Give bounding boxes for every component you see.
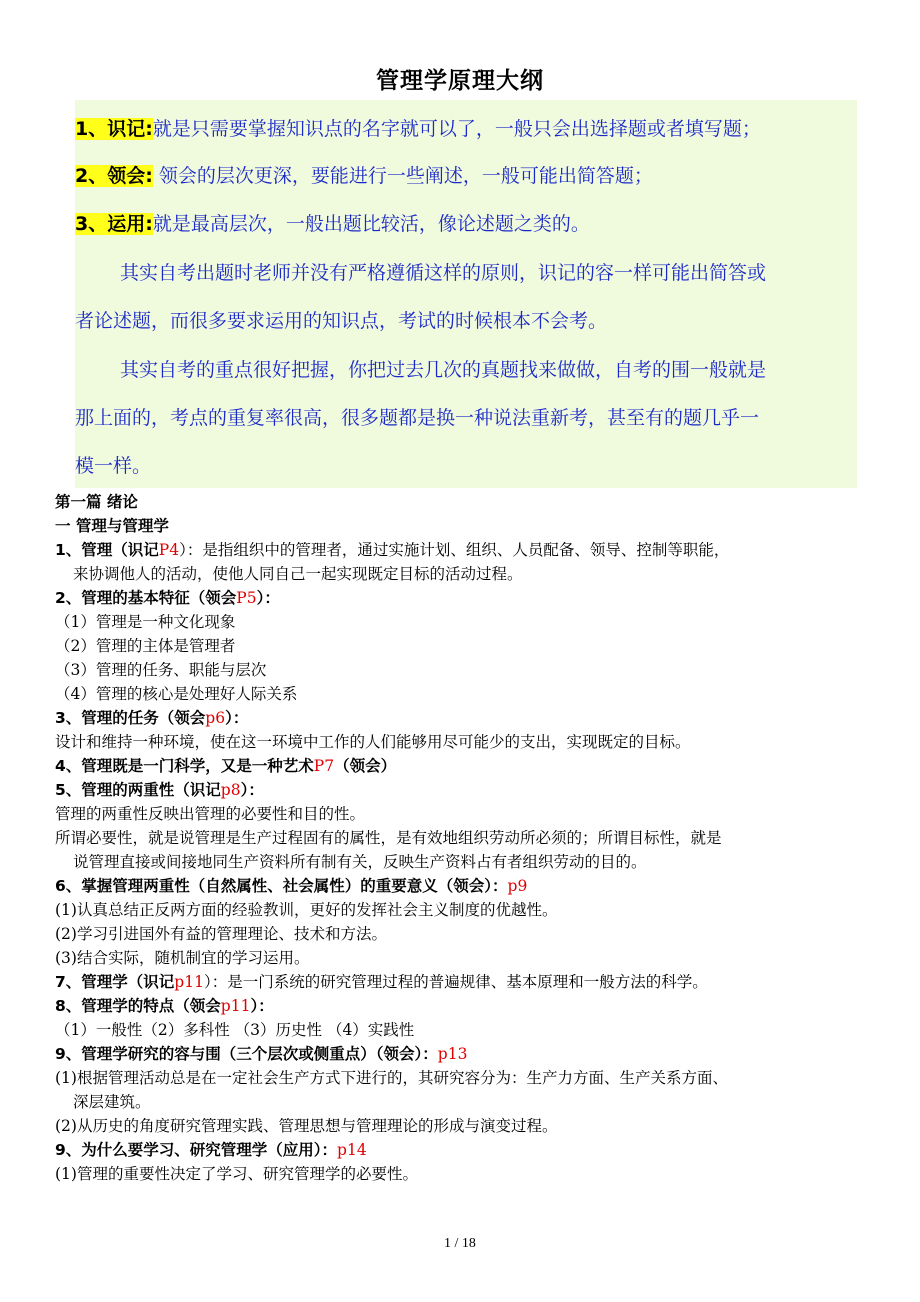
part-heading: 第一篇 绪论 [55, 493, 138, 511]
item-8-head: 8、管理学的特点（领会 [55, 997, 221, 1015]
intro-label-1: 1、识记: [75, 118, 153, 140]
item-2-b: （2）管理的主体是管理者 [55, 637, 236, 655]
intro-line-1 [75, 113, 761, 145]
item-2-c: （3）管理的任务、职能与层次 [55, 661, 267, 679]
item-9-a: (1)根据管理活动总是在一定社会生产方式下进行的，其研究容分为：生产力方面、生产关系方面、 [55, 1069, 728, 1087]
intro-para-1b: 者论述题，而很多要求运用的知识点，考试的时候根本不会考。 [75, 310, 608, 332]
item-1-head: 1、管理（识记 [55, 541, 159, 559]
chapter-heading: 一 管理与管理学 [55, 517, 169, 535]
intro-label-3: 3、运用: [75, 213, 153, 235]
intro-line-2 [75, 160, 653, 192]
item-1-cont: 来协调他人的活动，使他人同自己一起实现既定目标的活动过程。 [73, 565, 523, 583]
page-title: 管理学原理大纲 [376, 68, 544, 94]
item-8-ref: p11 [220, 997, 251, 1015]
intro-label-2: 2、领会: [75, 165, 153, 187]
item-6-a: (1)认真总结正反两方面的经验教训，更好的发挥社会主义制度的优越性。 [55, 901, 558, 919]
intro-text-1: 就是只需要掌握知识点的名字就可以了，一般只会出选择题或者填写题； [152, 118, 761, 140]
intro-text-3: 就是最高层次，一般出题比较活，像论述题之类的。 [152, 213, 590, 235]
item-6-b: (2)学习引进国外有益的管理理论、技术和方法。 [55, 925, 387, 943]
item-5-a: 管理的两重性反映出管理的必要性和目的性。 [55, 805, 366, 823]
item-6-ref: p9 [507, 877, 528, 895]
item-3-head: 3、管理的任务（领会 [55, 709, 206, 727]
item-10-head: 9、为什么要学习、研究管理学（应用）： [55, 1141, 338, 1159]
item-7-ref: p11 [174, 973, 204, 991]
item-3-tail: ）： [225, 709, 249, 727]
item-9-b: (2)从历史的角度研究管理实践、管理思想与管理理论的形成与演变过程。 [55, 1117, 558, 1135]
item-9-head: 9、管理学研究的容与围（三个层次或侧重点）（领会）： [55, 1045, 438, 1063]
item-8 [55, 994, 274, 1018]
item-3-text: 设计和维持一种环境，使在这一环境中工作的人们能够用尽可能少的支出，实现既定的目标。 [55, 733, 691, 751]
item-8-text: （1）一般性（2）多科性 （3）历史性 （4）实践性 [55, 1021, 415, 1039]
item-1 [55, 538, 729, 562]
item-8-tail: ）： [250, 997, 274, 1015]
item-3 [55, 706, 248, 730]
item-5-head: 5、管理的两重性（识记 [55, 781, 221, 799]
item-2-tail: ）： [256, 589, 280, 607]
intro-para-2b: 那上面的，考点的重复率很高，很多题都是换一种说法重新考，甚至有的题几乎一 [75, 407, 760, 429]
item-9-a2: 深层建筑。 [73, 1093, 151, 1111]
item-2 [55, 586, 280, 610]
item-9-ref: p13 [437, 1045, 468, 1063]
item-10-ref: p14 [337, 1141, 367, 1159]
item-5-ref: p8 [220, 781, 241, 799]
intro-para-2a: 其实自考的重点很好把握，你把过去几次的真题找来做做，自考的围一般就是 [120, 359, 767, 381]
item-5-tail: ）： [240, 781, 264, 799]
item-3-ref: p6 [205, 709, 226, 727]
item-4-head: 4、管理既是一门科学，又是一种艺术 [55, 757, 314, 775]
item-10-a: (1)管理的重要性决定了学习、研究管理学的必要性。 [55, 1165, 418, 1183]
item-7-head: 7、管理学（识记 [55, 973, 175, 991]
item-6-c: (3)结合实际，随机制宜的学习运用。 [55, 949, 310, 967]
item-5-b: 所谓必要性，就是说管理是生产过程固有的属性，是有效地组织劳动所必须的；所谓目标性，就是 [55, 829, 722, 847]
item-2-head: 2、管理的基本特征（领会 [55, 589, 237, 607]
item-2-ref: P5 [236, 589, 257, 607]
item-10 [55, 1138, 367, 1162]
item-1-ref: P4 [158, 541, 180, 559]
intro-highlight-box [75, 100, 857, 488]
item-9 [55, 1042, 467, 1066]
item-2-d: （4）管理的核心是处理好人际关系 [55, 685, 298, 703]
item-7-text: ）：是一门系统的研究管理过程的普遍规律、基本原理和一般方法的科学。 [203, 973, 708, 991]
item-1-text: ）：是指组织中的管理者，通过实施计划、组织、人员配备、领导、控制等职能， [179, 541, 730, 559]
intro-text-2: 领会的层次更深，要能进行一些阐述，一般可能出简答题； [152, 165, 653, 187]
intro-para-1a: 其实自考出题时老师并没有严格遵循这样的原则，识记的容一样可能出简答或 [120, 262, 767, 284]
item-4 [55, 754, 396, 778]
page-number: 1 / 18 [444, 1236, 476, 1251]
item-5 [55, 778, 264, 802]
intro-para-2c: 模一样。 [75, 455, 152, 477]
item-2-a: （1）管理是一种文化现象 [55, 613, 236, 631]
item-6 [55, 874, 527, 898]
item-5-c: 说管理直接或间接地同生产资料所有制有关，反映生产资料占有者组织劳动的目的。 [73, 853, 647, 871]
item-7 [55, 970, 708, 994]
item-6-head: 6、掌握管理两重性（自然属性、社会属性）的重要意义（领会）： [55, 877, 508, 895]
item-4-tail: （领会） [334, 757, 397, 775]
item-4-ref: P7 [313, 757, 335, 775]
intro-line-3 [75, 208, 590, 240]
